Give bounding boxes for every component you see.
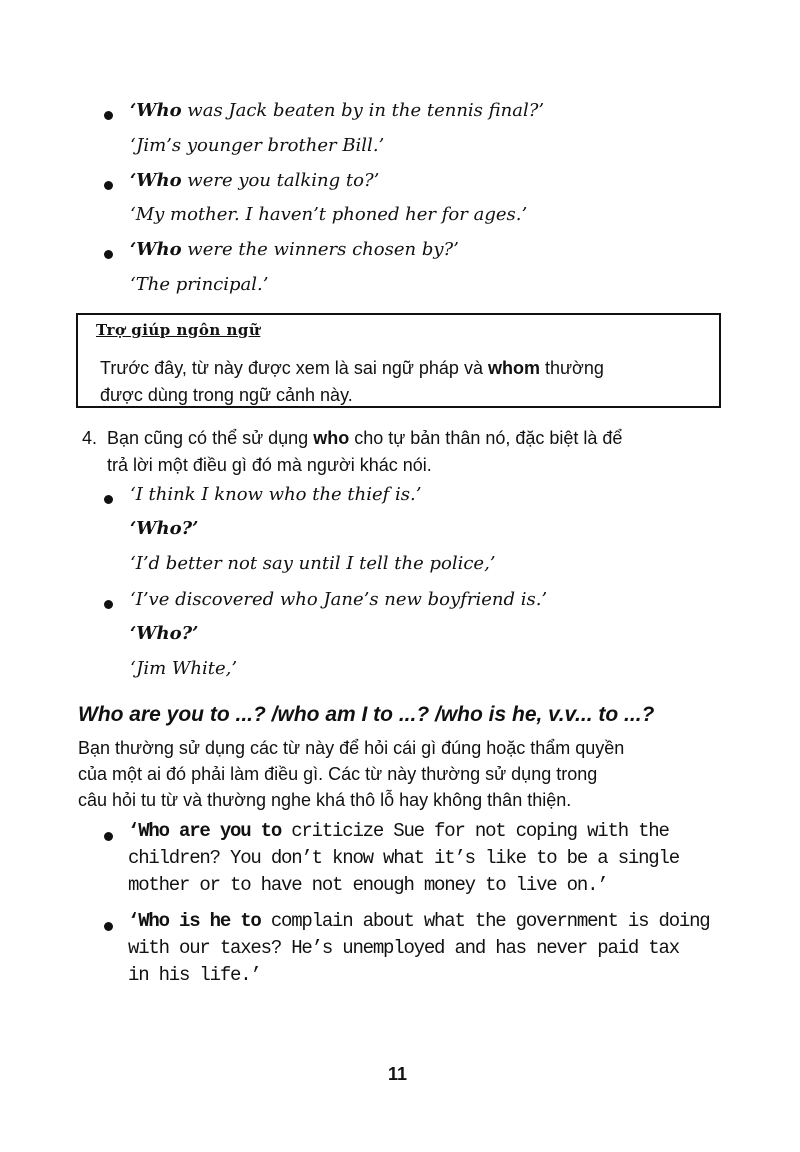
- example-line: with our taxes? He’s unemployed and has never paid tax: [128, 937, 679, 959]
- point-text-line: trả lời một điều gì đó mà người khác nói.: [107, 455, 432, 475]
- example-line: ‘Jim White,’: [130, 658, 238, 679]
- language-help-box: [76, 313, 721, 408]
- bullet: [104, 832, 113, 841]
- bullet: [104, 111, 113, 120]
- example-line: ‘I’d better not say until I tell the police,’: [130, 553, 496, 574]
- example-line: ‘Who are you to criticize Sue for not coping with the: [128, 820, 669, 842]
- intro-line: Bạn thường sử dụng các từ này để hỏi cái gì đúng hoặc thẩm quyền: [78, 738, 625, 758]
- bullet: [104, 495, 113, 504]
- note-text-line: được dùng trong ngữ cảnh này.: [100, 385, 353, 405]
- example-reply: ‘Who?’: [130, 623, 199, 644]
- note-text-line: Trước đây, từ này được xem là sai ngữ pháp và whom thường: [100, 358, 604, 378]
- example-line: in his life.’: [128, 964, 261, 986]
- bullet: [104, 250, 113, 259]
- example-reply: ‘Who?’: [130, 518, 199, 539]
- example-answer: ‘Jim’s younger brother Bill.’: [130, 135, 385, 156]
- page-number: 11: [388, 1064, 408, 1084]
- example-line: mother or to have not enough money to live on.’: [128, 874, 608, 896]
- point-number: 4.: [82, 428, 98, 448]
- example-question: ‘Who were you talking to?’: [130, 170, 380, 191]
- example-answer: ‘My mother. I haven’t phoned her for ages.’: [130, 204, 528, 225]
- example-line: ‘I’ve discovered who Jane’s new boyfriend is.’: [130, 589, 548, 610]
- example-line: ‘I think I know who the thief is.’: [130, 484, 422, 505]
- example-line: ‘Who is he to complain about what the government is doing: [128, 910, 710, 932]
- point-text-line: Bạn cũng có thể sử dụng who cho tự bản thân nó, đặc biệt là để: [107, 428, 623, 448]
- example-question: ‘Who was Jack beaten by in the tennis final?’: [130, 100, 545, 121]
- note-title: Trợ giúp ngôn ngữ: [96, 321, 261, 339]
- section-heading: Who are you to ...? /who am I to ...? /who is he, v.v... to ...?: [78, 703, 655, 726]
- example-question: ‘Who were the winners chosen by?’: [130, 239, 459, 260]
- bullet: [104, 922, 113, 931]
- bullet: [104, 600, 113, 609]
- example-line: children? You don’t know what it’s like to be a single: [128, 847, 679, 869]
- bullet: [104, 181, 113, 190]
- intro-line: câu hỏi tu từ và thường nghe khá thô lỗ hay không thân thiện.: [78, 790, 572, 810]
- intro-line: của một ai đó phải làm điều gì. Các từ này thường sử dụng trong: [78, 764, 598, 784]
- example-answer: ‘The principal.’: [130, 274, 269, 295]
